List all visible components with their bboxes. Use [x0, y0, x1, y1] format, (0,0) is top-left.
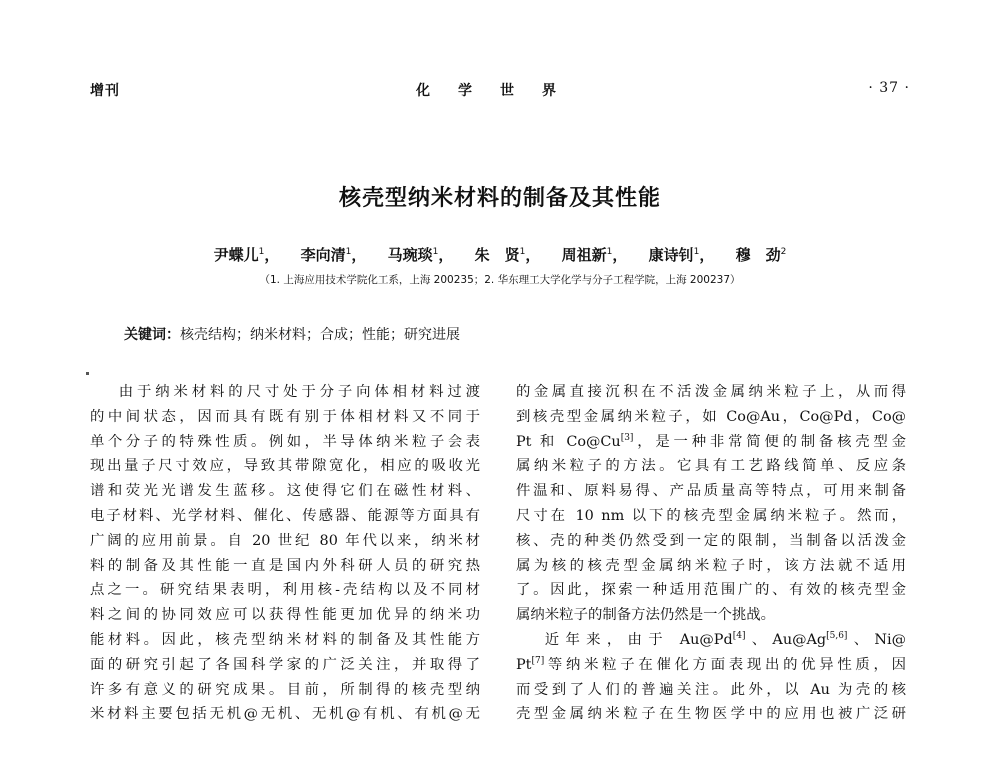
body-column-right	[516, 380, 906, 727]
text-line: 能材料。因此，核壳型纳米材料的制备及其性能方	[90, 631, 480, 648]
text-line: 谱和荧光光谱发生蓝移。这使得它们在磁性材料、	[90, 483, 480, 500]
citation-ref: [7]	[531, 655, 545, 666]
citation-ref: [3]	[620, 432, 634, 443]
text-line: 许多有意义的研究成果。目前，所制得的核壳型纳	[90, 681, 480, 698]
keywords-text: 核壳结构；纳米材料；合成；性能；研究进展	[180, 327, 460, 343]
text-line: 壳型金属纳米粒子在生物医学中的应用也被广泛研	[516, 706, 906, 723]
text-line: 了。因此，探索一种适用范围广的、有效的核壳型金	[516, 582, 906, 599]
text-line: 料之间的协同效应可以获得性能更加优异的纳米功	[90, 607, 480, 624]
author: 穆 劲$^2$	[735, 246, 787, 264]
body-column-left	[90, 380, 480, 727]
text-line: 属纳米粒子的方法。它具有工艺路线简单、反应条	[516, 458, 906, 475]
text-line: 的金属直接沉积在不活泼金属纳米粒子上，从而得	[516, 384, 906, 400]
keywords	[124, 324, 460, 344]
text-line: 现出量子尺寸效应，导致其带隙宽化，相应的吸收光	[90, 458, 480, 475]
text-line: 核、壳的种类仍然受到一定的限制，当制备以活泼金	[516, 532, 906, 549]
author: 康诗钊$^1$，	[648, 246, 715, 264]
text-line: 到核壳型金属纳米粒子，如 Co@Au，Co@Pd，Co@	[516, 408, 906, 425]
text-line: 尺寸在 10 nm 以下的核壳型金属纳米粒子。然而，	[516, 507, 906, 524]
author: 朱 贤$^1$，	[474, 246, 541, 264]
text-line: 而受到了人们的普遍关注。此外，以 Au 为壳的核	[516, 681, 906, 698]
text-line: 由于纳米材料的尺寸处于分子向体相材料过渡	[118, 384, 480, 400]
text-line: 属为核的核壳型金属纳米粒子时，该方法就不适用	[516, 557, 906, 574]
text-line: 米材料主要包括无机@无机、无机@有机、有机@无	[90, 706, 480, 723]
text-line: 点之一。研究结果表明，利用核-壳结构以及不同材	[90, 582, 480, 599]
author-list	[0, 244, 1000, 265]
text-line: 件温和、原料易得、产品质量高等特点，可用来制备	[516, 483, 906, 500]
text-line: 的中间状态，因而具有既有别于体相材料又不同于	[90, 408, 480, 425]
citation-ref: [5,6]	[826, 631, 848, 642]
citation-ref: [4]	[732, 631, 746, 642]
article-title: 核壳型纳米材料的制备及其性能	[338, 186, 661, 211]
page-number: · 37 ·	[868, 80, 910, 96]
text-line: 面的研究引起了各国科学家的广泛关注，并取得了	[90, 656, 480, 673]
author: 李向清$^1$，	[300, 246, 367, 264]
affiliation: （1. 上海应用技术学院化工系，上海 200235；2. 华东理工大学化学与分子工程学院，上海 200237）	[259, 274, 741, 286]
text-line: 料的制备及其性能一直是国内外科研人员的研究热	[90, 557, 480, 574]
text-line: 广阔的应用前景。自 20 世纪 80 年代以来，纳米材	[90, 532, 480, 549]
scan-mark	[86, 372, 89, 375]
author: 尹蝶儿$^1$，	[213, 246, 280, 264]
author: 周祖新$^1$，	[561, 246, 628, 264]
text-line: Pt 和 Co@Cu[3]，是一种非常简便的制备核壳型金	[516, 432, 906, 450]
keywords-label: 关键词：	[124, 327, 180, 343]
text-line: Pt[7]等纳米粒子在催化方面表现出的优异性质，因	[516, 655, 906, 673]
text-line: 单个分子的特殊性质。例如，半导体纳米粒子会表	[90, 433, 480, 450]
author: 马琬琰$^1$，	[387, 246, 454, 264]
text-line: 属纳米粒子的制备方法仍然是一个挑战。	[516, 607, 776, 624]
text-line: 近年来，由于 Au@Pd[4]、Au@Ag[5,6]、Ni@	[544, 631, 906, 648]
journal-name: 化学世界	[416, 83, 584, 99]
running-header-left: 增刊	[90, 83, 120, 99]
text-line: 电子材料、光学材料、催化、传感器、能源等方面具有	[90, 507, 480, 524]
